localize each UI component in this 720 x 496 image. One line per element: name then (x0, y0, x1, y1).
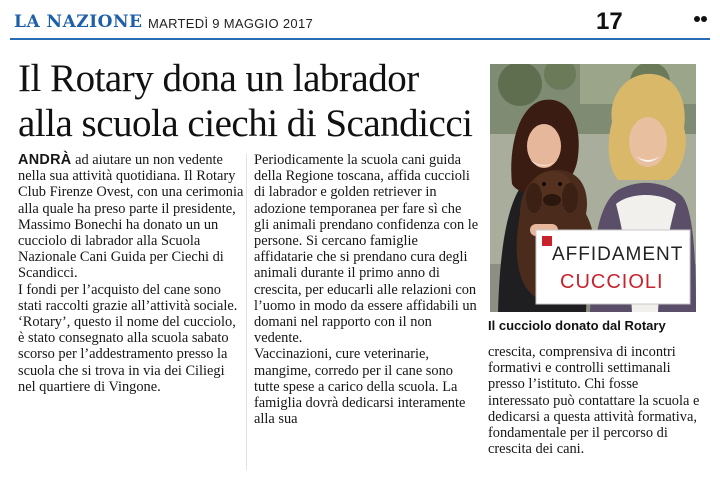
text-column-3 (488, 344, 702, 457)
masthead (10, 10, 710, 34)
lead-word: ANDRÀ (18, 152, 72, 168)
paragraph: crescita, comprensiva di incontri formativi e controlli settimanali presso l’istituto. Chi fosse interessato può contattare la scuola e dedicarsi a questa attività formativa, fondamentale per il percorso di crescita dei cani. (488, 344, 700, 458)
sign-line-2: CUCCIOLI (560, 271, 664, 293)
paragraph: ‘Rotary’, questo il nome del cucciolo, è stato consegnato alla scuola sabato scorso per l’addestramento presso la scuola che si trova in via dei Ciliegi nel quartiere di Vingone. (18, 314, 236, 395)
page-number: 17 (596, 8, 623, 35)
paragraph (18, 152, 244, 282)
sign-line-1: AFFIDAMENT (552, 244, 684, 265)
issue-date: MARTEDÌ 9 MAGGIO 2017 (148, 16, 313, 31)
paragraph: I fondi per l’acquisto del cane sono stati raccolti grazie all’attività sociale. (18, 281, 238, 314)
header-rule (10, 38, 710, 40)
text-column-2 (254, 152, 480, 427)
paragraph-text: ad aiutare un non vedente nella sua attività quotidiana. Il Rotary Club Firenze Ovest, con una cerimonia alla quale ha preso parte il presidente, Massimo Bonechi ha donato un un cucciolo di labrador alla Scuola Nazionale Cani Guida per Ciechi di Scandicci. (18, 152, 244, 282)
newspaper-name: LA NAZIONE (14, 12, 143, 32)
column-divider (246, 154, 247, 470)
text-column-1 (18, 152, 244, 395)
photo-caption: Il cucciolo donato dal Rotary (488, 318, 666, 333)
paragraph: Vaccinazioni, cure veterinarie, mangime, corredo per il cane sono tutte spese a carico della scuola. La famiglia dovrà dedicarsi interamente alla sua (254, 346, 466, 428)
headline-line-1: Il Rotary dona un labrador (18, 57, 419, 100)
ornament-dots-icon (694, 16, 712, 26)
photo-illustration (490, 64, 696, 312)
article-headline (18, 56, 476, 146)
paragraph: Periodicamente la scuola cani guida della Regione toscana, affida cuccioli di labrador e golden retriever in adozione temporanea per fare sì che gli animali prendano confidenza con le persone. Si cercano famiglie affidatarie che si prendano cura degli animali durante il primo anno di crescita, per educarli alle relazioni con l’uomo in modo da essere affidabili un domani nel rapporto con il non vedente. (254, 152, 479, 347)
article-photo (490, 64, 696, 312)
headline-line-2: alla scuola ciechi di Scandicci (18, 102, 473, 145)
article-body (18, 152, 478, 472)
